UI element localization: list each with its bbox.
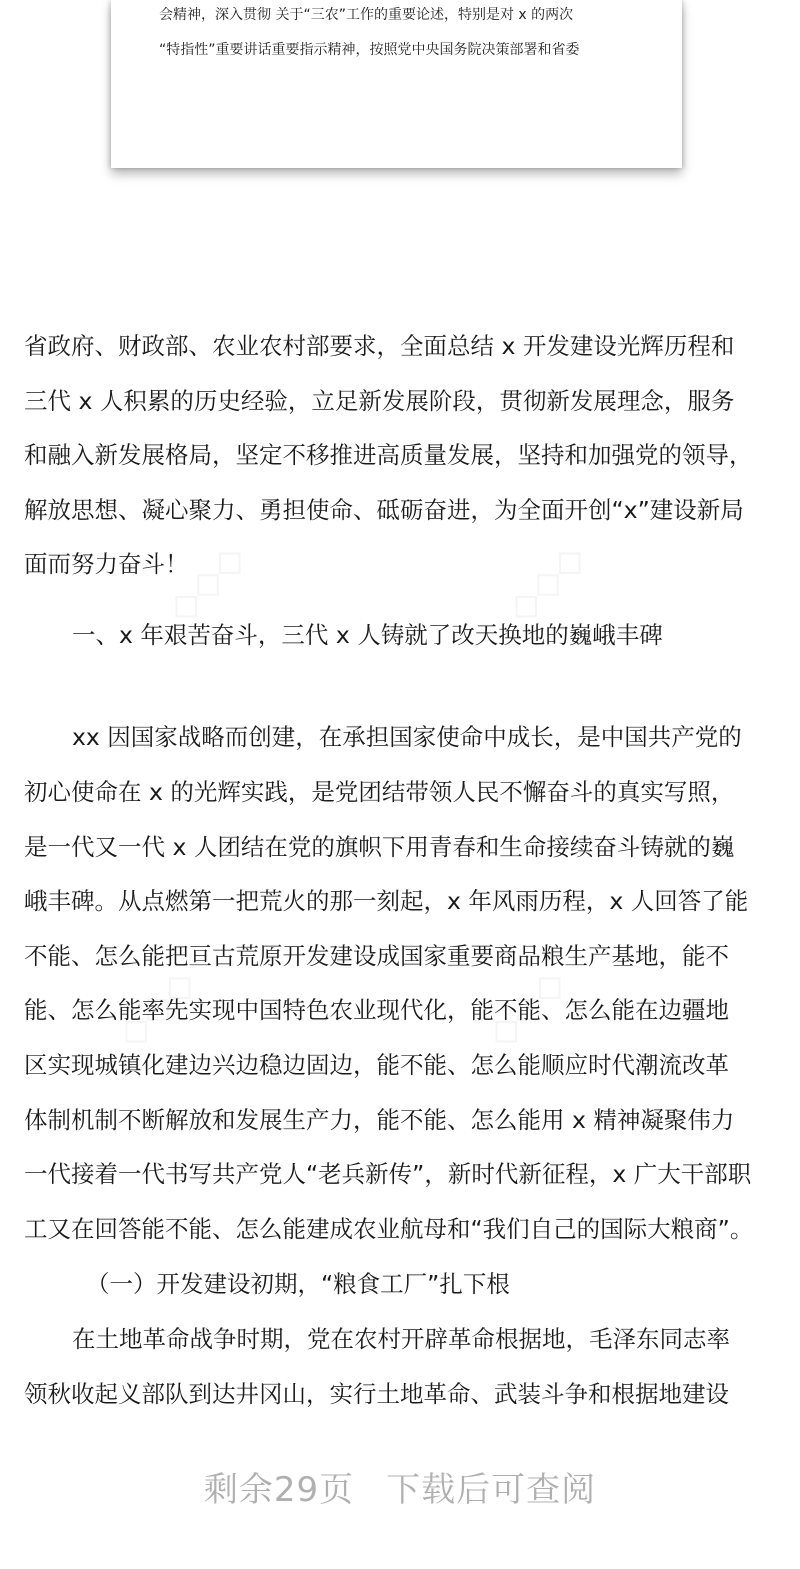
watermark: ◇◇◇ (157, 534, 256, 632)
body-line: 峨丰碑。从点燃第一把荒火的那一刻起，x 年风雨历程，x 人回答了能 (24, 887, 749, 915)
body-line: 领秋收起义部队到达井冈山，实行土地革命、武装斗争和根据地建设 (24, 1380, 729, 1408)
preview-line: 会精神，深入贯彻 关于“三农”工作的重要论述，特别是对 x 的两次 (159, 7, 574, 23)
watermark: ◇◇◇ (107, 959, 206, 1057)
body-line: 一代接着一代书写共产党人“老兵新传”，新时代新征程，x 广大干部职 (24, 1160, 752, 1188)
body-line: xx 因国家战略而创建，在承担国家使命中成长，是中国共产党的 (72, 723, 742, 751)
remaining-pages-text: 剩余29页 (203, 1470, 355, 1510)
body-line: 初心使命在 x 的光辉实践，是党团结带领人民不懈奋斗的真实写照， (24, 778, 735, 806)
section-heading: 一、x 年艰苦奋斗，三代 x 人铸就了改天换地的巍峨丰碑 (72, 621, 663, 649)
body-line: 是一代又一代 x 人团结在党的旗帜下用青春和生命接续奋斗铸就的巍 (24, 833, 735, 861)
watermark: ◇◇◇ (477, 959, 576, 1057)
body-line: 不能、怎么能把亘古荒原开发建设成国家重要商品粮生产基地，能不 (24, 942, 729, 970)
preview-line: “特指性”重要讲话重要指示精神，按照党中央国务院决策部署和省委 (159, 42, 580, 58)
body-line: 在土地革命战争时期，党在农村开辟革命根据地，毛泽东同志率 (72, 1325, 730, 1353)
body-line: 区实现城镇化建边兴边稳边固边，能不能、怎么能顺应时代潮流改革 (24, 1051, 729, 1079)
body-line: 省政府、财政部、农业农村部要求，全面总结 x 开发建设光辉历程和 (24, 332, 735, 360)
body-line: 体制机制不断解放和发展生产力，能不能、怎么能用 x 精神凝聚伟力 (24, 1106, 735, 1134)
page-preview-card (111, 0, 682, 168)
download-prompt[interactable] (0, 1470, 800, 1510)
watermark: ◇◇◇ (497, 534, 596, 632)
subsection-heading: （一）开发建设初期，“粮食工厂”扎下根 (86, 1270, 510, 1298)
body-line: 能、怎么能率先实现中国特色农业现代化，能不能、怎么能在边疆地 (24, 996, 729, 1024)
download-to-view-text: 下载后可查阅 (386, 1470, 597, 1510)
body-line: 工又在回答能不能、怎么能建成农业航母和“我们自己的国际大粮商”。 (24, 1215, 754, 1243)
body-line: 解放思想、凝心聚力、勇担使命、砥砺奋进，为全面开创“x”建设新局 (24, 496, 744, 524)
body-line: 和融入新发展格局，坚定不移推进高质量发展，坚持和加强党的领导， (24, 441, 753, 469)
body-line: 面而努力奋斗！ (24, 550, 189, 578)
body-line: 三代 x 人积累的历史经验，立足新发展阶段，贯彻新发展理念，服务 (24, 387, 735, 415)
